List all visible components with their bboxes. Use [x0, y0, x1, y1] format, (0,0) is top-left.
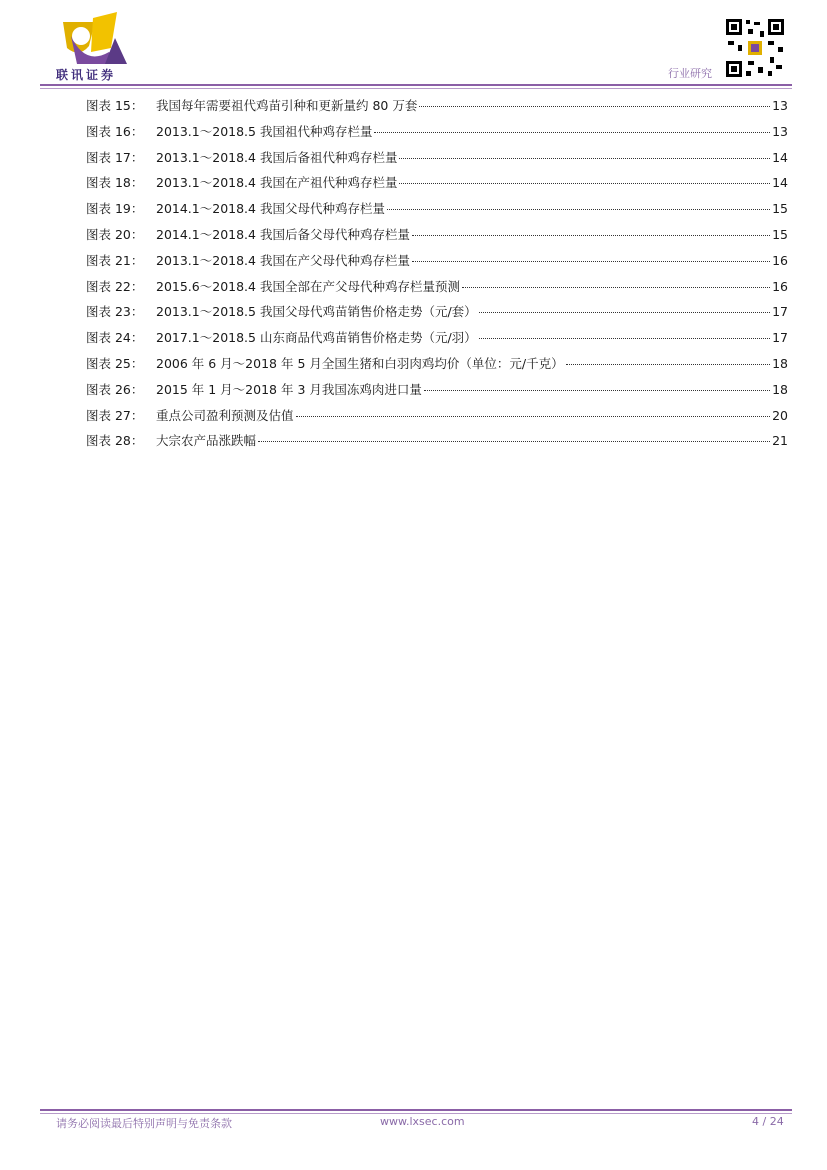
toc-leader-dots — [258, 441, 770, 442]
toc-entry-label: 图表 25： — [86, 355, 144, 371]
toc-entry[interactable] — [86, 148, 788, 174]
toc-leader-dots — [387, 209, 770, 210]
toc-entry-title: 我国每年需要祖代鸡苗引种和更新量约 80 万套 — [156, 98, 418, 113]
toc-entry-title: 2013.1～2018.4 我国在产父母代种鸡存栏量 — [156, 252, 410, 268]
toc-entry-page: 13 — [772, 98, 788, 113]
toc-entry-page: 20 — [772, 407, 788, 423]
figure-table-of-contents — [86, 96, 788, 457]
company-logo-text: 联讯证券 — [56, 68, 117, 82]
toc-entry[interactable] — [86, 431, 788, 457]
toc-entry-title: 2013.1～2018.5 我国父母代鸡苗销售价格走势（元/套） — [156, 304, 477, 320]
page-header — [0, 0, 827, 90]
toc-entry[interactable] — [86, 302, 788, 328]
toc-entry[interactable] — [86, 225, 788, 251]
toc-entry-title: 2013.1～2018.4 我国在产祖代种鸡存栏量 — [156, 175, 398, 191]
toc-entry[interactable] — [86, 277, 788, 303]
toc-entry-label: 图表 21： — [86, 252, 144, 268]
toc-entry[interactable] — [86, 199, 788, 225]
toc-leader-dots — [462, 287, 770, 288]
toc-entry-label: 图表 28： — [86, 433, 144, 449]
header-divider — [40, 84, 792, 86]
toc-leader-dots — [419, 106, 770, 107]
toc-entry-label: 图表 18： — [86, 175, 144, 191]
toc-leader-dots — [412, 235, 770, 236]
toc-entry-label: 图表 23： — [86, 304, 144, 320]
toc-leader-dots — [424, 390, 770, 391]
toc-entry[interactable] — [86, 173, 788, 199]
toc-entry-title: 2015.6～2018.4 我国全部在产父母代种鸡存栏量预测 — [156, 278, 460, 294]
section-label: 行业研究 — [668, 67, 712, 80]
toc-entry-page: 18 — [772, 381, 788, 397]
toc-entry-label: 图表 20： — [86, 226, 144, 242]
toc-entry-label: 图表 22： — [86, 278, 144, 294]
toc-entry-page: 17 — [772, 304, 788, 320]
toc-entry[interactable] — [86, 380, 788, 406]
toc-entry-label: 图表 19： — [86, 201, 144, 217]
toc-entry[interactable] — [86, 122, 788, 148]
toc-entry-page: 15 — [772, 226, 788, 242]
toc-entry-page: 21 — [772, 433, 788, 449]
toc-entry[interactable] — [86, 251, 788, 277]
toc-entry-title: 大宗农产品涨跌幅 — [156, 433, 257, 449]
toc-entry-title: 2014.1～2018.4 我国后备父母代种鸡存栏量 — [156, 226, 410, 242]
toc-leader-dots — [399, 183, 770, 184]
toc-leader-dots — [566, 364, 771, 365]
toc-entry-title: 2017.1～2018.5 山东商品代鸡苗销售价格走势（元/羽） — [156, 330, 477, 346]
header-divider-thin — [40, 88, 792, 89]
toc-entry-page: 16 — [772, 278, 788, 294]
toc-entry[interactable] — [86, 406, 788, 432]
toc-entry[interactable] — [86, 96, 788, 122]
toc-leader-dots — [412, 261, 770, 262]
footer-divider-thin — [40, 1113, 792, 1114]
toc-leader-dots — [479, 312, 770, 313]
toc-entry-title: 2013.1～2018.4 我国后备祖代种鸡存栏量 — [156, 149, 398, 165]
toc-entry-label: 图表 16： — [86, 123, 144, 139]
toc-entry-page: 18 — [772, 355, 788, 371]
toc-entry-page: 14 — [772, 149, 788, 165]
toc-entry[interactable] — [86, 328, 788, 354]
toc-leader-dots — [374, 132, 770, 133]
toc-entry-label: 图表 24： — [86, 330, 144, 346]
footer-website-link[interactable]: www.lxsec.com — [380, 1115, 465, 1128]
toc-leader-dots — [296, 416, 771, 417]
toc-entry-title: 重点公司盈利预测及估值 — [156, 407, 294, 423]
toc-entry[interactable] — [86, 354, 788, 380]
footer-disclaimer: 请务必阅读最后特别声明与免责条款 — [56, 1117, 232, 1130]
footer-divider — [40, 1109, 792, 1111]
toc-entry-page: 17 — [772, 330, 788, 346]
toc-entry-title: 2013.1～2018.5 我国祖代种鸡存栏量 — [156, 123, 373, 139]
qr-code-icon — [724, 17, 786, 79]
toc-entry-page: 14 — [772, 175, 788, 191]
toc-entry-title: 2006 年 6 月～2018 年 5 月全国生猪和白羽肉鸡均价（单位：元/千克） — [156, 355, 564, 371]
toc-entry-label: 图表 15： — [86, 98, 144, 113]
toc-entry-title: 2014.1～2018.4 我国父母代种鸡存栏量 — [156, 201, 385, 217]
page-indicator: 4 / 24 — [752, 1115, 784, 1128]
toc-entry-label: 图表 17： — [86, 149, 144, 165]
toc-leader-dots — [479, 338, 770, 339]
toc-entry-label: 图表 26： — [86, 381, 144, 397]
toc-entry-page: 15 — [772, 201, 788, 217]
toc-entry-page: 13 — [772, 123, 788, 139]
toc-entry-title: 2015 年 1 月～2018 年 3 月我国冻鸡肉进口量 — [156, 381, 422, 397]
toc-entry-page: 16 — [772, 252, 788, 268]
toc-entry-label: 图表 27： — [86, 407, 144, 423]
toc-leader-dots — [399, 158, 770, 159]
